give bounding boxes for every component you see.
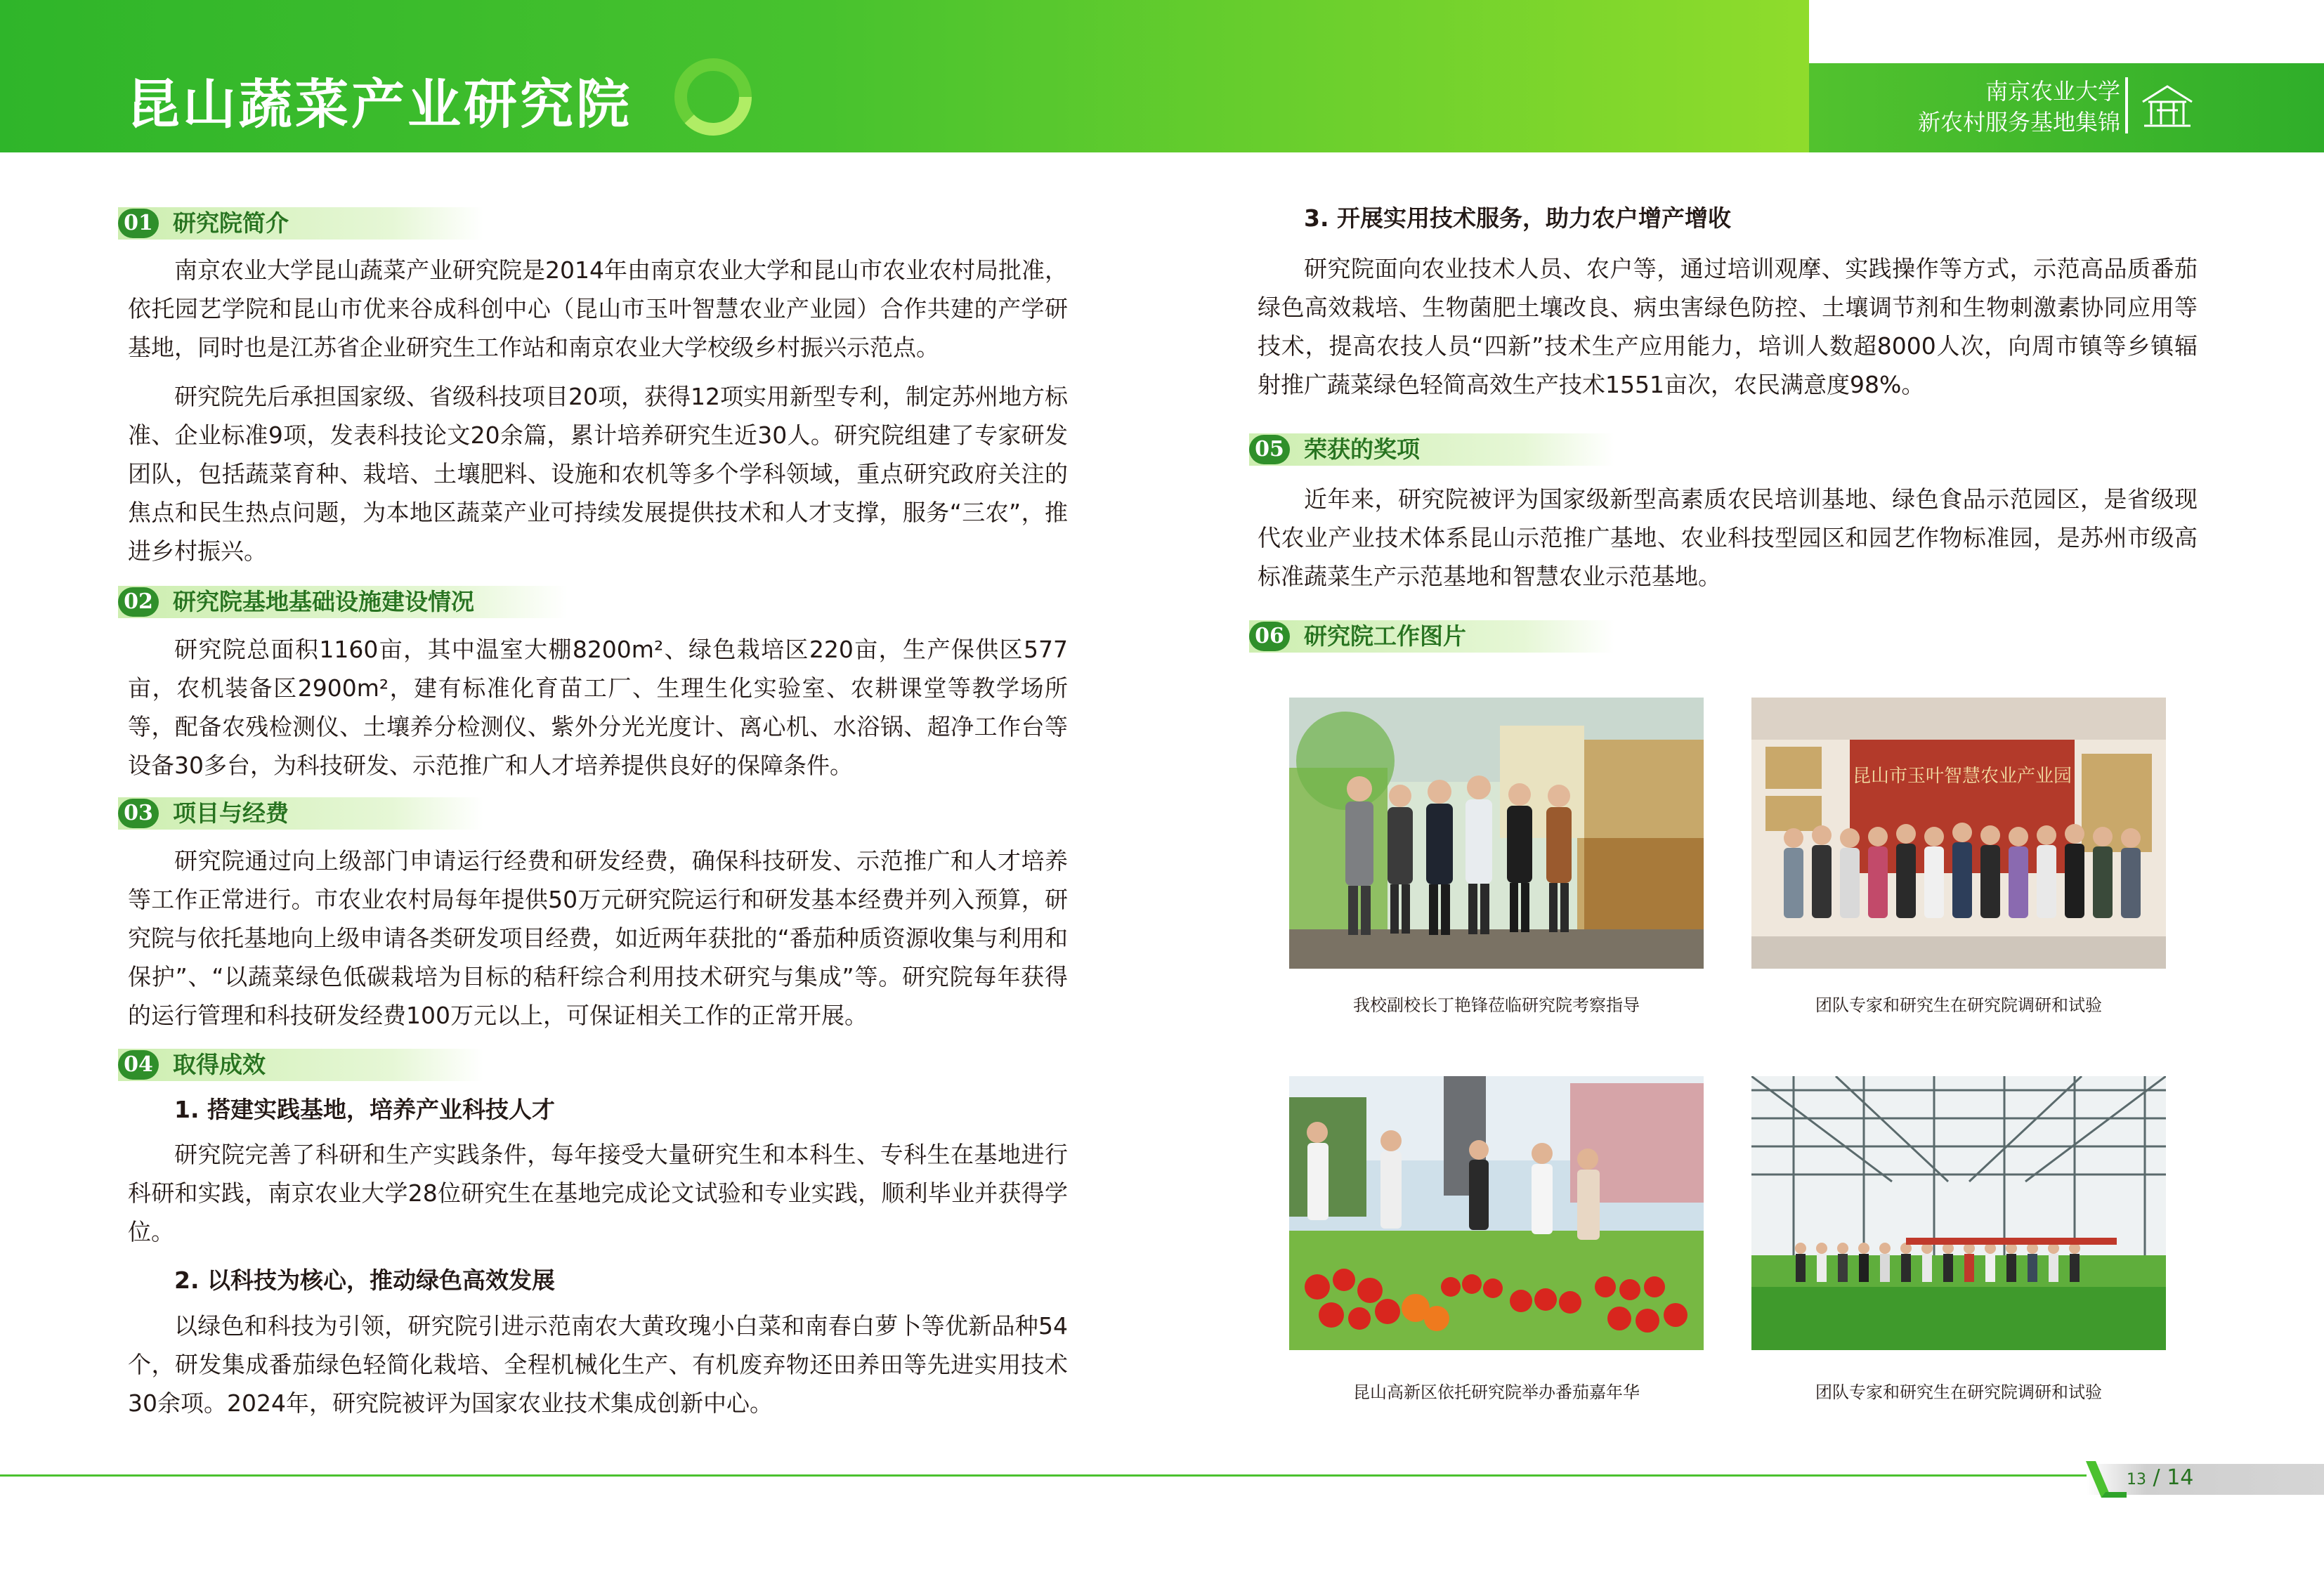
section-header-06 — [1249, 620, 1614, 653]
section-header-04 — [118, 1049, 483, 1081]
paragraph-infrastructure: 研究院总面积1160亩，其中温室大棚8200m²、绿色栽培区220亩，生产保供区577亩，农机装备区2900m²，建有标准化育苗工厂、生理生化实验室、农耕课堂等教学场所等，配备农残检测仪、土壤养分检测仪、紫外分光光度计、离心机、水浴锅、超净工作台等设备30多台，为科技研发、示范推广和人才培养提供良好的保障条件。 — [128, 636, 1068, 779]
section-number: 02 — [118, 587, 159, 617]
paragraph-practice-base: 研究院完善了科研和生产实践条件，每年接受大量研究生和本科生、专科生在基地进行科研和实践，南京农业大学28位研究生在基地完成论文试验和专业实践，顺利毕业并获得学位。 — [128, 1141, 1068, 1245]
paragraph-intro-2: 研究院先后承担国家级、省级科技项目20项，获得12项实用新型专利，制定苏州地方标准、企业标准9项，发表科技论文20余篇，累计培养研究生近30人。研究院组建了专家研发团队，包括蔬菜育种、栽培、土壤肥料、设施和农机等多个学科领域，重点研究政府关注的焦点和民生热点问题，为本地区蔬菜产业可持续发展提供技术和人才支撑，服务“三农”，推进乡村振兴。 — [128, 383, 1068, 565]
photo-caption-1: 我校副校长丁艳锋莅临研究院考察指导 — [1353, 995, 1640, 1015]
section-number: 06 — [1249, 622, 1290, 651]
section-title: 研究院工作图片 — [1304, 622, 1466, 650]
page-number — [2127, 1465, 2193, 1490]
brand-line-1: 南京农业大学 — [1985, 78, 2120, 105]
section-header-01 — [118, 207, 483, 240]
page-number-separator: / — [2146, 1465, 2167, 1490]
section-title: 取得成效 — [173, 1051, 266, 1078]
section-number: 03 — [118, 799, 159, 828]
brand-separator — [2125, 77, 2128, 133]
ring-decoration-icon — [671, 55, 755, 139]
page-marker-icon — [2083, 1457, 2132, 1502]
photo-caption-3: 昆山高新区依托研究院举办番茄嘉年华 — [1353, 1382, 1640, 1402]
section-title: 研究院基地基础设施建设情况 — [173, 588, 474, 615]
photo-caption-4: 团队专家和研究生在研究院调研和试验 — [1815, 1382, 2102, 1402]
subheading-green-development: 2. 以科技为核心，推动绿色高效发展 — [174, 1267, 555, 1294]
photo-team-research-1 — [1751, 698, 2166, 969]
section-title: 研究院简介 — [173, 209, 289, 237]
pavilion-logo-icon — [2136, 74, 2199, 137]
section-header-02 — [118, 586, 568, 618]
subheading-technical-service: 3. 开展实用技术服务，助力农户增产增收 — [1304, 204, 1731, 232]
photo-caption-2: 团队专家和研究生在研究院调研和试验 — [1815, 995, 2102, 1015]
photo-vice-president-visit — [1289, 698, 1704, 969]
footer-line — [0, 1474, 2324, 1477]
section-header-05 — [1249, 433, 1614, 466]
section-header-03 — [118, 797, 483, 830]
photo-team-research-2 — [1751, 1076, 2166, 1350]
wall-sign-text: 昆山市玉叶智慧农业产业园 — [1852, 765, 2072, 786]
brand-text — [1918, 76, 2120, 138]
brand-line-2: 新农村服务基地集锦 — [1917, 109, 2120, 136]
section-number: 05 — [1249, 435, 1290, 464]
page-number-next: 14 — [2167, 1465, 2194, 1490]
photo-tomato-carnival — [1289, 1076, 1704, 1350]
section-number: 04 — [118, 1050, 159, 1080]
page-number-current: 13 — [2127, 1471, 2146, 1488]
paragraph-intro-1: 南京农业大学昆山蔬菜产业研究院是2014年由南京农业大学和昆山市农业农村局批准，依托园艺学院和昆山市优来谷成科创中心（昆山市玉叶智慧农业产业园）合作共建的产学研基地，同时也是江苏省企业研究生工作站和南京农业大学校级乡村振兴示范点。 — [128, 256, 1068, 361]
paragraph-awards: 近年来，研究院被评为国家级新型高素质农民培训基地、绿色食品示范园区，是省级现代农业产业技术体系昆山示范推广基地、农业科技型园区和园艺作物标准园，是苏州市级高标准蔬菜生产示范基地和智慧农业示范基地。 — [1258, 485, 2198, 590]
section-title: 荣获的奖项 — [1304, 436, 1420, 463]
section-title: 项目与经费 — [173, 799, 289, 827]
subheading-practice-base: 1. 搭建实践基地，培养产业科技人才 — [174, 1096, 555, 1123]
paragraph-technical-service: 研究院面向农业技术人员、农户等，通过培训观摩、实践操作等方式，示范高品质番茄绿色高效栽培、生物菌肥土壤改良、病虫害绿色防控、土壤调节剂和生物刺激素协同应用等技术，提高农技人员“四新”技术生产应用能力，培训人数超8000人次，向周市镇等乡镇辐射推广蔬菜绿色轻简高效生产技术1551亩次，农民满意度98%。 — [1258, 255, 2198, 398]
paragraph-funding: 研究院通过向上级部门申请运行经费和研发经费，确保科技研发、示范推广和人才培养等工作正常进行。市农业农村局每年提供50万元研究院运行和研发基本经费并列入预算，研究院与依托基地向上级申请各类研发项目经费，如近两年获批的“番茄种质资源收集与利用和保护”、“以蔬菜绿色低碳栽培为目标的秸秆综合利用技术研究与集成”等。研究院每年获得的运行管理和科技研发经费100万元以上，可保证相关工作的正常开展。 — [128, 847, 1068, 1029]
paragraph-green-development: 以绿色和科技为引领，研究院引进示范南农大黄玫瑰小白菜和南春白萝卜等优新品种54个，研发集成番茄绿色轻简化栽培、全程机械化生产、有机废弃物还田养田等先进实用技术30余项。2024年，研究院被评为国家农业技术集成创新中心。 — [128, 1312, 1068, 1417]
page-title: 昆山蔬菜产业研究院 — [126, 73, 632, 136]
section-number: 01 — [118, 209, 159, 238]
